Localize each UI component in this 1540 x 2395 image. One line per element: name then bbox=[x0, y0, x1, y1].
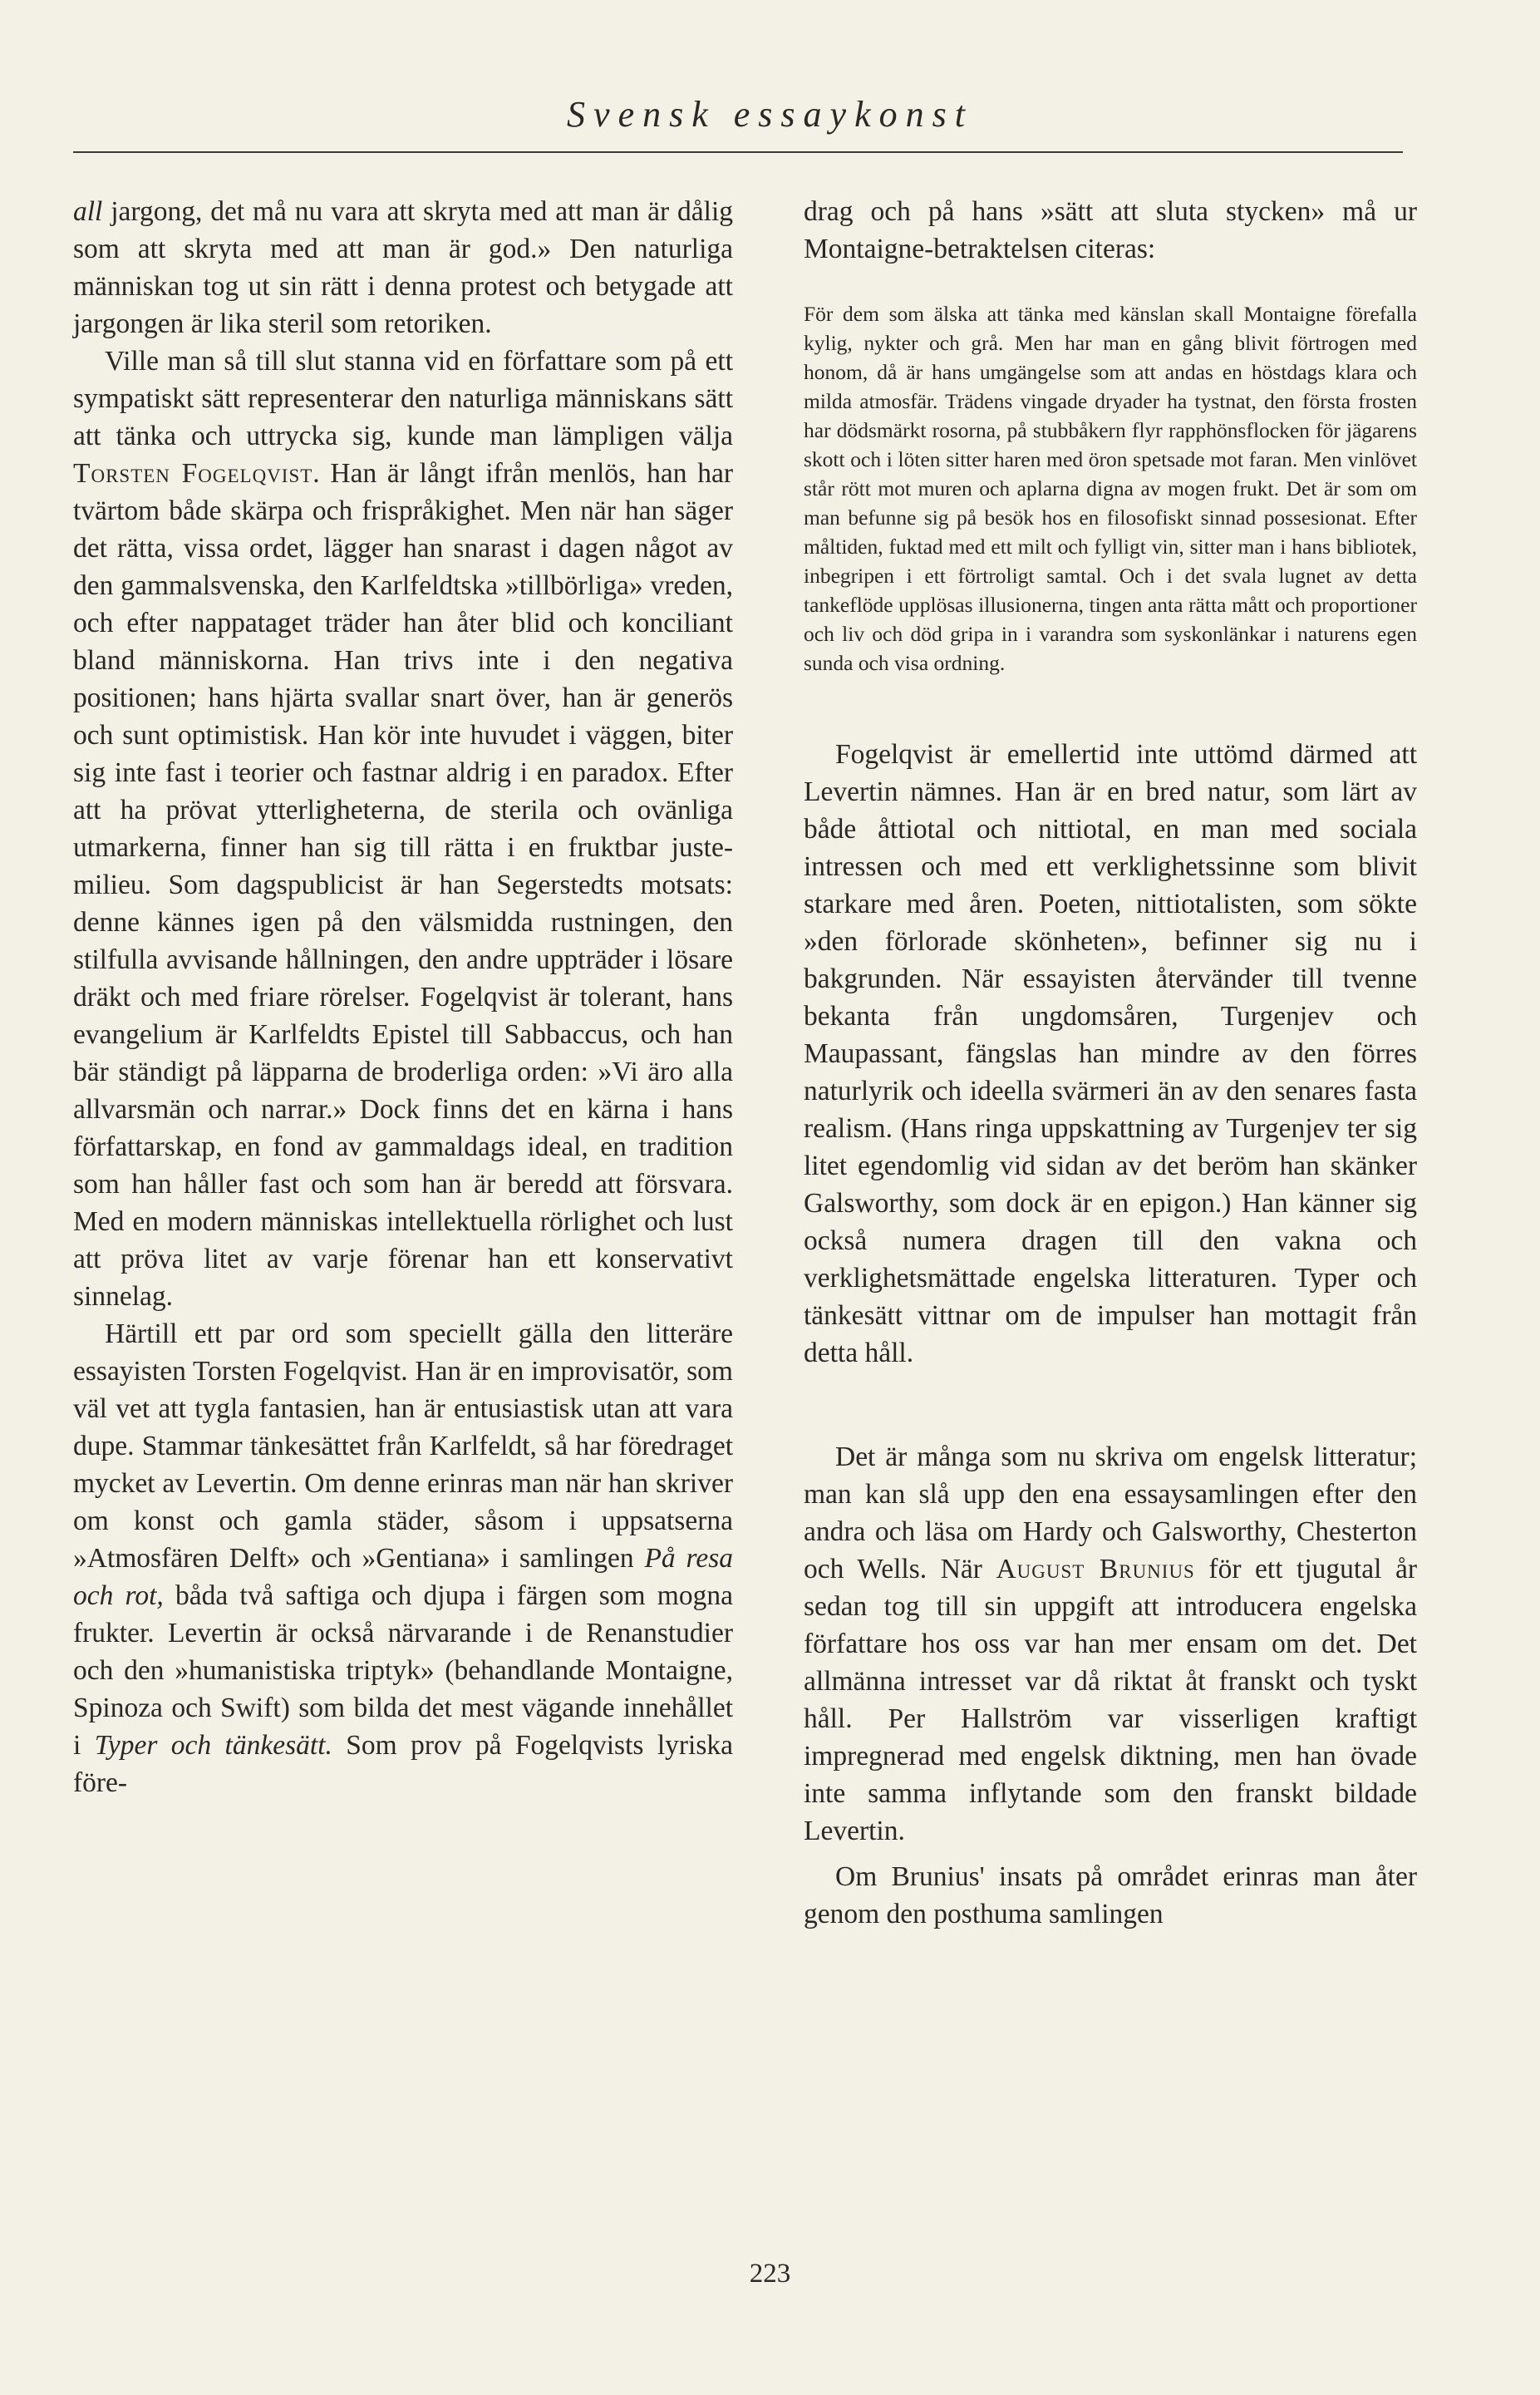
author-name: August Brunius bbox=[996, 1554, 1195, 1584]
paragraph-jargong bbox=[73, 193, 733, 342]
italic-word: all bbox=[73, 196, 103, 227]
left-column bbox=[73, 193, 733, 1801]
paragraph-fogelqvist-bred: Fogelqvist är emellertid inte uttömd därmed att Levertin nämnes. Han är en bred natur, som lärt av både åttiotal och nittiotal, en man med sociala intressen och med ett verklighetssinne som blivit starkare med åren. Poeten, nittiotalisten, som sökte »den förlorade skönheten», befinner sig nu i bakgrunden. När essayisten återvänder till tvenne bekanta från ungdomsåren, Turgenjev och Maupassant, fängslas han mindre av den förres naturlyrik och ideella svärmeri än av den senares fasta realism. (Hans ringa uppskattning av Turgenjev ter sig litet egendomlig vid sidan av det beröm han skänker Galsworthy, som dock är en epigon.) Han känner sig också numera dragen till den vakna och verklighetsmättade engelska litteraturen. Typer och tänkesätt vittnar om de impulser han mottagit från detta håll. bbox=[804, 739, 1417, 1368]
author-name: Torsten Fogelqvist bbox=[73, 458, 313, 489]
montaigne-quote: För dem som älska att tänka med känslan skall Montaigne förefalla kylig, nykter och grå. Men har man en gång blivit förtrogen med honom, då är hans umgängelse som att andas en höstdags klara och milda atmosfär. Trädens vingade dryader ha tystnat, den första frosten har dödsmärkt rosorna, på stubbåkern flyr rapphönsflocken för jägarens skott och i löten sitter haren med öron spetsade mot faran. Men vinlövet står rött mot muren och aplarna digna av mogen frukt. Det är som om man befunne sig på besök hos en filosofiskt sinnad possesionat. Efter måltiden, fuktad med ett milt och fylligt vin, sitter man i hans bibliotek, inbegripen i ett förtroligt samtal. Och i det svala lugnet av detta tankeflöde upplösas illusionerna, tingen anta rätta mått och proportioner och liv och död gripa in i varandra som syskonlänkar i naturens egen sunda och visa ordning. bbox=[804, 302, 1417, 675]
paragraph-text: Som prov på Fogelqvists lyriska före- bbox=[73, 1730, 733, 1798]
paragraph-text: Ville man så till slut stanna vid en författare som på ett sympatiskt sätt representerar den naturliga människans sätt att tänka och uttrycka sig, kunde man lämpligen välja bbox=[73, 346, 733, 451]
paragraph-essayisten bbox=[73, 1315, 733, 1801]
paragraph-brunius: Om Brunius' insats på området erinras man åter genom den posthuma samlingen bbox=[804, 1861, 1417, 1929]
paragraph-text: Det är många som nu skriva om engelsk litteratur; man kan slå upp den ena essaysamlingen efter den andra och läsa om Hardy och Galsworthy, Chesterton och Wells. När bbox=[804, 1441, 1417, 1584]
paragraph-text: jargong, det må nu vara att skryta med att man är dålig som att skryta med att man är god.» Den naturliga människan tog ut sin rätt i denna protest och betygade att jargongen är lika steril som retoriken. bbox=[73, 196, 733, 339]
paragraph-text: Härtill ett par ord som speciellt gälla den litteräre essayisten Torsten Fogelqvist. Han är en improvisatör, som väl vet att tygla fantasien, han är entusiastisk utan att vara dupe. Stammar tänkesättet från Karlfeldt, så har föredraget mycket av Levertin. Om denne erinras man när han skriver om konst och gamla städer, såsom i uppsatserna »Atmosfären Delft» och »Gentiana» i samlingen bbox=[73, 1318, 733, 1574]
paragraph-text: . Han är långt ifrån menlös, han har tvärtom både skärpa och frispråkighet. Men när han säger det rätta, vissa ordet, lägger han snarast i dagen något av den gammalsvenska, den Karlfeldtska »tillbörliga» vreden, och efter nappataget träder han åter blid och konciliant bland människorna. Han trivs inte i den negativa positionen; hans hjärta svallar snart över, han är generös och sunt optimistisk. Han kör inte huvudet i väggen, biter sig inte fast i teorier och fastnar aldrig i en paradox. Efter att ha prövat ytterligheterna, de sterila och ovänliga utmarkerna, finner han sig till rätta i en fruktbar juste-milieu. Som dagspublicist är han Segerstedts motsats: denne kännes igen på den välsmidda rustningen, den stilfulla avvisande hållningen, den andre uppträder i lösare dräkt och med friare rörelser. Fogelqvist är tolerant, hans evangelium är Karlfeldts Epistel till Sabbaccus, och han bär ständigt på läpparna de broderliga orden: »Vi äro alla allvarsmän och narrar.» Dock finns det en kärna i hans författarskap, en fond av gammaldags ideal, en tradition som han håller fast och som han är beredd att försvara. Med en modern människas intellektuella rörlighet och lust att pröva litet av varje förenar han ett konservativt sinnelag. bbox=[73, 458, 733, 1312]
paragraph-text: för ett tjugutal år sedan tog till sin uppgift att introducera engelska författare hos oss var han mer ensam om det. Det allmänna intresset var då riktat åt franskt och tyskt håll. Per Hallström var visserligen kraftigt impregnerad med engelsk diktning, men han övade inte samma inflytande som den franskt bildade Levertin. bbox=[804, 1554, 1417, 1846]
paragraph-engelsk-litteratur bbox=[804, 1438, 1417, 1850]
paragraph-text: båda två saftiga och djupa i färgen som mogna frukter. Levertin är också närvarande i de Renanstudier och den »humanistiska triptyk» (behandlande Montaigne, Spinoza och Swift) som bilda det mest vägande innehållet i bbox=[73, 1580, 733, 1761]
paragraph-quote-intro: drag och på hans »sätt att sluta stycken» må ur Montaigne-betraktelsen citeras: bbox=[804, 196, 1417, 264]
book-title: Typer och tänkesätt. bbox=[94, 1730, 332, 1761]
running-head: Svensk essaykonst bbox=[567, 94, 973, 135]
paragraph-fogelqvist-intro bbox=[73, 342, 733, 1315]
header-rule bbox=[73, 151, 1403, 153]
right-column bbox=[804, 193, 1417, 1933]
page-number: 223 bbox=[749, 2259, 791, 2289]
book-title: På resa och rot, bbox=[73, 1543, 733, 1611]
